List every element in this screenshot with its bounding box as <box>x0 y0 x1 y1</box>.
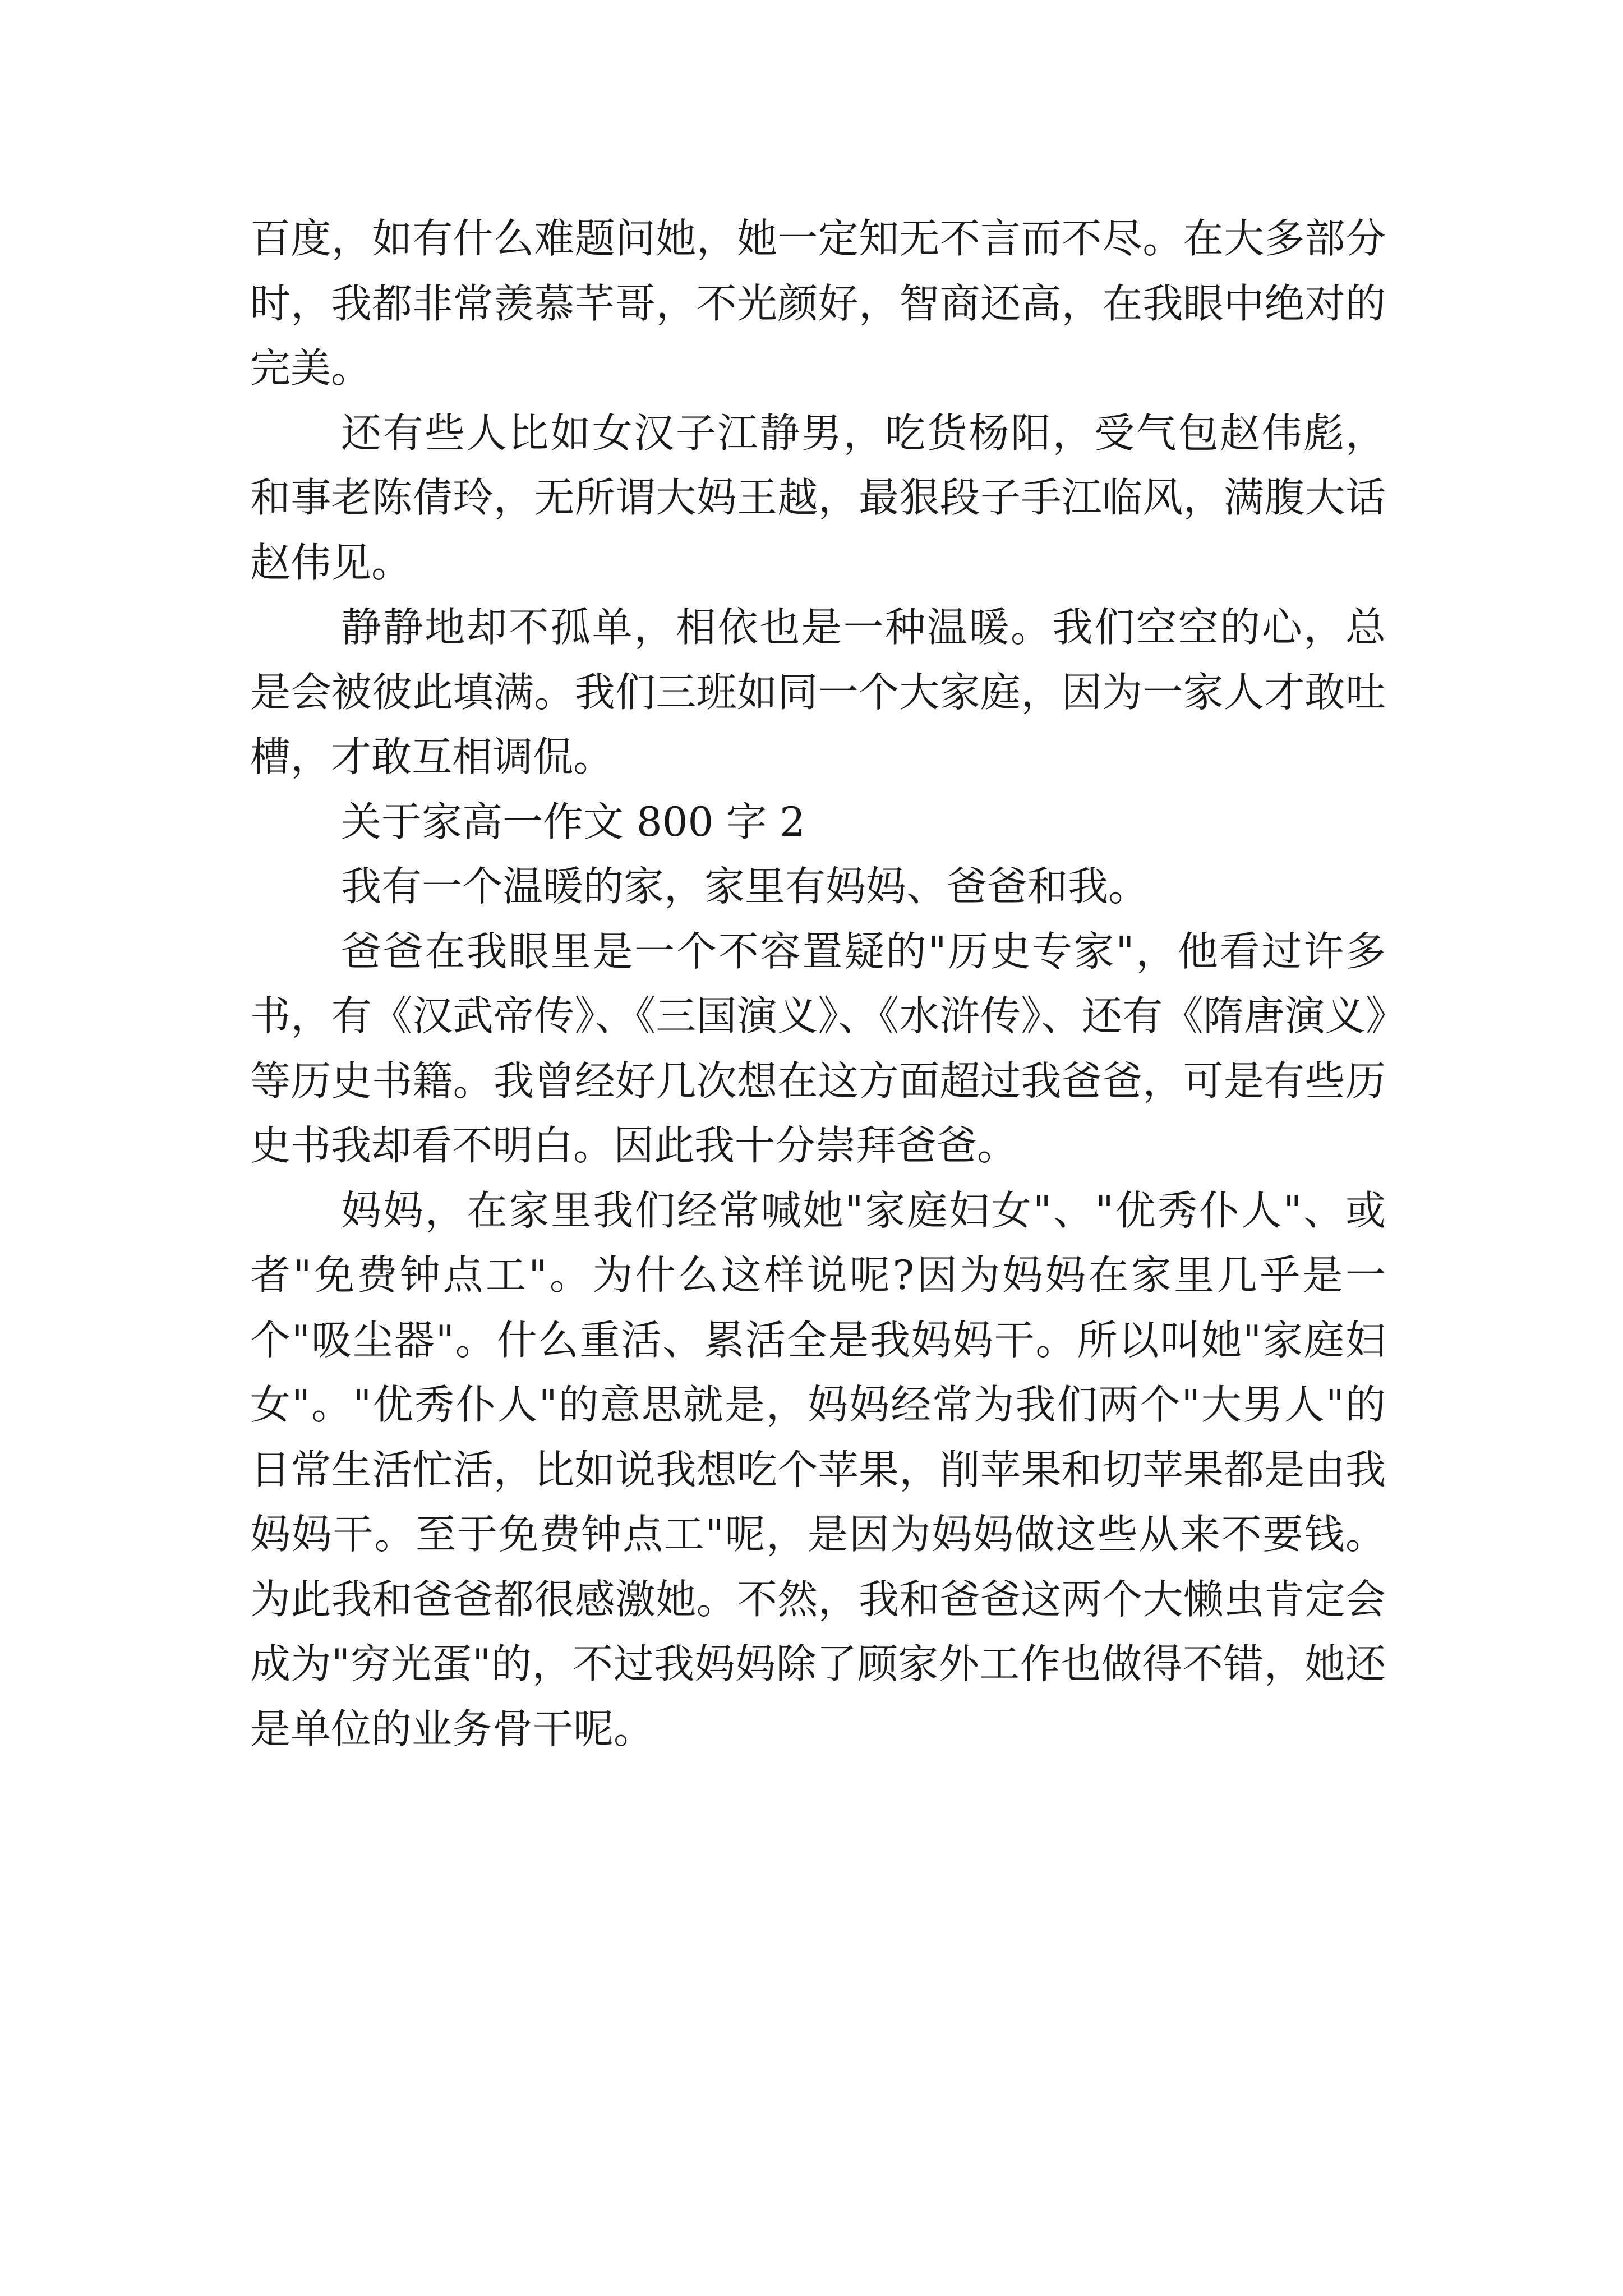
essay-title: 关于家高一作文 800 字 2 <box>341 798 805 845</box>
paragraph-father: 爸爸在我眼里是一个不容置疑的"历史专家"，他看过许多书，有《汉武帝传》、《三国演义》、《水浒传》、还有《隋唐演义》等历史书籍。我曾经好几次想在这方面超过我爸爸，可是有些历史书我却看不明白。因此我十分崇拜爸爸。 <box>250 927 1386 1169</box>
paragraph-class-family: 静静地却不孤单，相依也是一种温暖。我们空空的心，总是会被彼此填满。我们三班如同一个大家庭，因为一家人才敢吐槽，才敢互相调侃。 <box>250 604 1386 780</box>
paragraph-mother: 妈妈，在家里我们经常喊她"家庭妇女"、"优秀仆人"、或者"免费钟点工"。为什么这样说呢?因为妈妈在家里几乎是一个"吸尘器"。什么重活、累活全是我妈妈干。所以叫她"家庭妇女"。"优秀仆人"的意思就是，妈妈经常为我们两个"大男人"的日常生活忙活，比如说我想吃个苹果，削苹果和切苹果都是由我妈妈干。至于免费钟点工"呢，是因为妈妈做这些从来不要钱。为此我和爸爸都很感激她。不然，我和爸爸这两个大懒虫肯定会成为"穷光蛋"的，不过我妈妈除了顾家外工作也做得不错，她还是单位的业务骨干呢。 <box>250 1186 1386 1752</box>
paragraph-classmates: 还有些人比如女汉子江静男，吃货杨阳，受气包赵伟彪，和事老陈倩玲，无所谓大妈王越，最狠段子手江临风，满腹大话赵伟见。 <box>250 409 1386 586</box>
paragraph-intro: 我有一个温暖的家，家里有妈妈、爸爸和我。 <box>341 863 1149 910</box>
document-page <box>250 206 1386 1761</box>
paragraph-continuation: 百度，如有什么难题问她，她一定知无不言而不尽。在大多部分时，我都非常羡慕芊哥，不光颜好，智商还高，在我眼中绝对的完美。 <box>250 215 1386 392</box>
